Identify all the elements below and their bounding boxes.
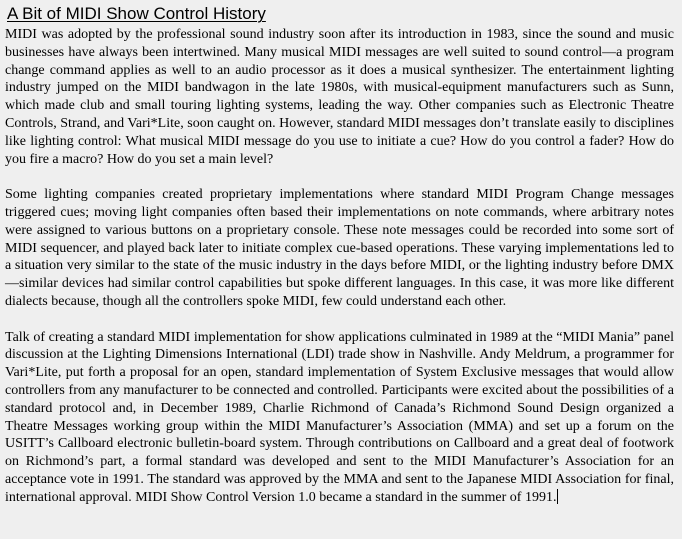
paragraph: MIDI was adopted by the professional sound industry soon after its introduction in 1983, since the sound and music businesses have always been intertwined. Many musical MIDI messages are well suited to sound control—a program change command applies as well to an audio processor as it does a musical synthesizer. The entertainment lighting industry jumped on the MIDI bandwagon in the late 1980s, with musical-equipment manufacturers such as Sunn, which made club and small touring lighting systems, leading the way. Other companies such as Electronic Theatre Controls, Strand, and Vari*Lite, soon caught on. However, standard MIDI messages don’t translate easily to disciplines like lighting control: What musical MIDI message do you use to initiate a cue? How do you control a fader? How do you fire a macro? How do you set a main level? xyxy=(5,27,674,167)
text-cursor xyxy=(557,489,558,504)
paragraph xyxy=(5,329,674,507)
document-body[interactable] xyxy=(5,26,674,507)
paragraph: Some lighting companies created proprietary implementations where standard MIDI Program Change messages triggered cues; moving light companies often based their implementations on note commands, where arbitrary notes were assigned to various buttons on a proprietary console. These note messages could be recorded into some sort of MIDI sequencer, and played back later to initiate complex cue-based operations. These varying implementations led to a situation very similar to the state of the music industry in the days before MIDI, or the lighting industry before DMX—similar devices had similar control capabilities but spoke different languages. In this case, it was more like different dialects because, though all the controllers spoke MIDI, few could understand each other. xyxy=(5,187,674,309)
paragraph-text: Talk of creating a standard MIDI implementation for show applications culminated in 1989 at the “MIDI Mania” panel discussion at the Lighting Dimensions International (LDI) trade show in Nashville. Andy Meldrum, a programmer for Vari*Lite, put forth a proposal for an open, standard implementation of System Exclusive messages that would allow controllers from any manufacturer to be connected and controlled. Participants were excited about the possibilities of a standard protocol and, in December 1989, Charlie Richmond of Canada’s Richmond Sound Design organized a Theatre Messages working group within the MIDI Manufacturer’s Association (MMA) and set up a forum on the USITT’s Callboard electronic bulletin-board system. Through contributions on Callboard and a great deal of footwork on Richmond’s part, a formal standard was developed and sent to the MIDI Manufacturer’s Association for an acceptance vote in 1991. The standard was approved by the MMA and sent to the Japanese MIDI Association for final, international approval. MIDI Show Control Version 1.0 became a standard in the summer of 1991. xyxy=(5,329,674,505)
page-title: A Bit of MIDI Show Control History xyxy=(7,4,266,23)
